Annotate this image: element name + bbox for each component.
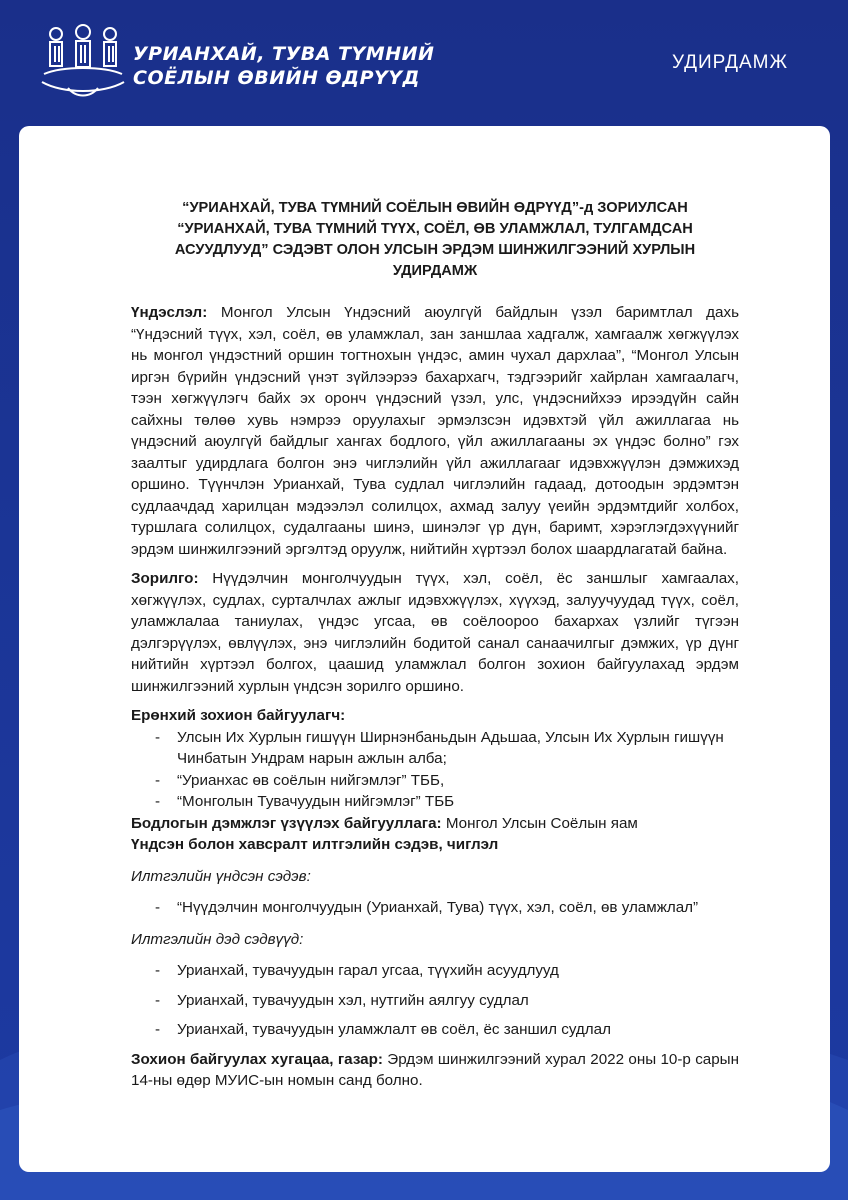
main-topic-label: Илтгэлийн үндсэн сэдэв: xyxy=(131,867,311,885)
goal-paragraph xyxy=(131,568,739,697)
topics-heading: Үндсэн болон хавсралт илтгэлийн сэдэв, чиглэл xyxy=(131,836,499,853)
basis-text: Монгол Улсын Үндэсний аюулгүй байдлын үзэл баримтлал дахь “Үндэсний түүх, хэл, соёл, өв уламжлал, зан заншлаа хадгалж, хамгаалж хөгжүүлэх нь монгол үндэстний оршин тогтнохын үндэс, амин чухал дархлаа”, “Монгол Улсын иргэн бүрийн үндэсний үнэт зүйлээрээ бахархагч, тэдгээрийг хайрлан хамгаалагч, тээн хөгжүүлэгч байх эх оронч үндэсний үзэл, улс, үндэснийхээ ирээдүйн сайн сайхны төлөө хувь нэмрээ оруулахыг эрмэлзсэн идэвхтэй үйл ажиллагаа нь үндэсний аюулгүй байдлыг хангах бодлого, үйл ажиллагааны эх үндэс болно” гэх заалтыг удирдлага болгон энэ чиглэлийн үйл ажиллагааг идэвхжүүлэн дэмжихэд оршино. Түүнчлэн Урианхай, Тува судлал чиглэлийн гадаад, дотоодын эрдэмтэн судлаачдад харилцан мэдээлэл солилцох, ахмад залуу үеийн эрдэмтдийг холбох, туршлага солилцох, судалгааны шинэ, шинэлэг үр дүн, баримт, хэрэглэгдэхүүнийг эрдэм шинжилгээний эргэлтэд оруулж, нийтийн хүртээл болох шаардлагатай байна. xyxy=(131,304,739,558)
list-item-text: Урианхай, тувачуудын уламжлалт өв соёл, ёс заншил судлал xyxy=(177,1021,611,1038)
list-item-text: “Монголын Тувачуудын нийгэмлэг” ТББ xyxy=(177,793,455,810)
goal-label: Зорилго: xyxy=(131,570,199,587)
brand-line-2: СОЁЛЫН ӨВИЙН ӨДРҮҮД xyxy=(133,67,420,89)
basis-label: Үндэслэл: xyxy=(131,304,208,321)
basis-paragraph xyxy=(131,302,739,560)
support-label: Бодлогын дэмжлэг үзүүлэх байгууллага: xyxy=(131,814,442,832)
brand-line-1: УРИАНХАЙ, ТУВА ТҮМНИЙ xyxy=(133,43,435,65)
emblem-logo-icon xyxy=(38,22,128,102)
list-item xyxy=(131,770,739,792)
list-item xyxy=(131,1019,739,1041)
organizers-heading: Ерөнхий зохион байгуулагч: xyxy=(131,707,346,724)
list-item-text: “Урианхас өв соёлын нийгэмлэг” ТББ, xyxy=(177,771,445,789)
list-item-text: “Нүүдэлчин монголчуудын (Урианхай, Тува) түүх, хэл, соёл, өв уламжлал” xyxy=(177,899,699,916)
list-item xyxy=(131,897,739,919)
title-line: “УРИАНХАЙ, ТУВА ТҮМНИЙ ТҮҮХ, СОЁЛ, ӨВ УЛАМЖЛАЛ, ТУЛГАМДСАН xyxy=(177,221,693,237)
list-item xyxy=(131,791,739,813)
list-marker: - xyxy=(155,793,161,810)
sub-topics-label: Илтгэлийн дэд сэдвүүд: xyxy=(131,930,304,948)
list-item-text: Урианхай, тувачуудын гарал угсаа, түүхийн асуудлууд xyxy=(177,962,559,979)
document-content xyxy=(131,198,739,1100)
schedule-label: Зохион байгуулах хугацаа, газар: xyxy=(131,1050,383,1068)
list-item-text: Урианхай, тувачуудын хэл, нутгийн аялгуу судлал xyxy=(177,991,529,1009)
list-marker: - xyxy=(155,962,161,979)
document-type-label: УДИРДАМЖ xyxy=(671,52,788,73)
list-marker: - xyxy=(155,771,161,789)
list-marker: - xyxy=(155,991,161,1009)
document-title xyxy=(131,198,739,282)
title-line: УДИРДАМЖ xyxy=(392,263,478,279)
schedule-paragraph xyxy=(131,1049,739,1092)
list-item xyxy=(131,990,739,1012)
goal-text: Нүүдэлчин монголчуудын түүх, хэл, соёл, ёс заншлыг хамгаалах, хөгжүүлэх, судлах, сурталчлах ажлыг идэвхжүүлэх, хүүхэд, залуучуудад түүх, соёл, уламжлалаа таниулах, үндэс угсаа, өв соёлоороо бахархах үзлийг түгээн дэлгэрүүлэх, өвлүүлэх, энэ чиглэлийн бодитой санал санаачилгыг дэмжих, үр дүнг нийтийн хүртээл болгох, цаашид уламжлал болгон зохион байгуулахад эрдэм шинжилгээний хурлын үндсэн зорилго оршино. xyxy=(131,570,739,695)
support-text: Монгол Улсын Соёлын яам xyxy=(441,814,638,832)
list-marker: - xyxy=(155,728,161,746)
title-line: “УРИАНХАЙ, ТУВА ТҮМНИЙ СОЁЛЫН ӨВИЙН ӨДРҮҮД”-д ЗОРИУЛСАН xyxy=(182,200,688,216)
page-header xyxy=(0,0,848,125)
schedule-text: Эрдэм шинжилгээний хурал 2022 оны 10-р сарын 14-ны өдөр МУИС-ын номын санд болно. xyxy=(131,1050,739,1089)
list-item xyxy=(131,727,739,770)
list-item xyxy=(131,960,739,982)
brand-name xyxy=(133,42,434,90)
organizers-list xyxy=(131,727,739,813)
support-line xyxy=(131,813,739,835)
main-topic-list xyxy=(131,897,739,919)
list-marker: - xyxy=(155,899,161,916)
sub-topics-list xyxy=(131,960,739,1041)
list-item-text: Улсын Их Хурлын гишүүн Ширнэнбаньдын Адьшаа, Улсын Их Хурлын гишүүн Чинбатын Ундрам нарын ажлын алба; xyxy=(177,728,724,767)
list-marker: - xyxy=(155,1021,161,1038)
title-line: АСУУДЛУУД” СЭДЭВТ ОЛОН УЛСЫН ЭРДЭМ ШИНЖИЛГЭЭНИЙ ХУРЛЫН xyxy=(174,242,696,258)
document-page xyxy=(19,126,830,1172)
